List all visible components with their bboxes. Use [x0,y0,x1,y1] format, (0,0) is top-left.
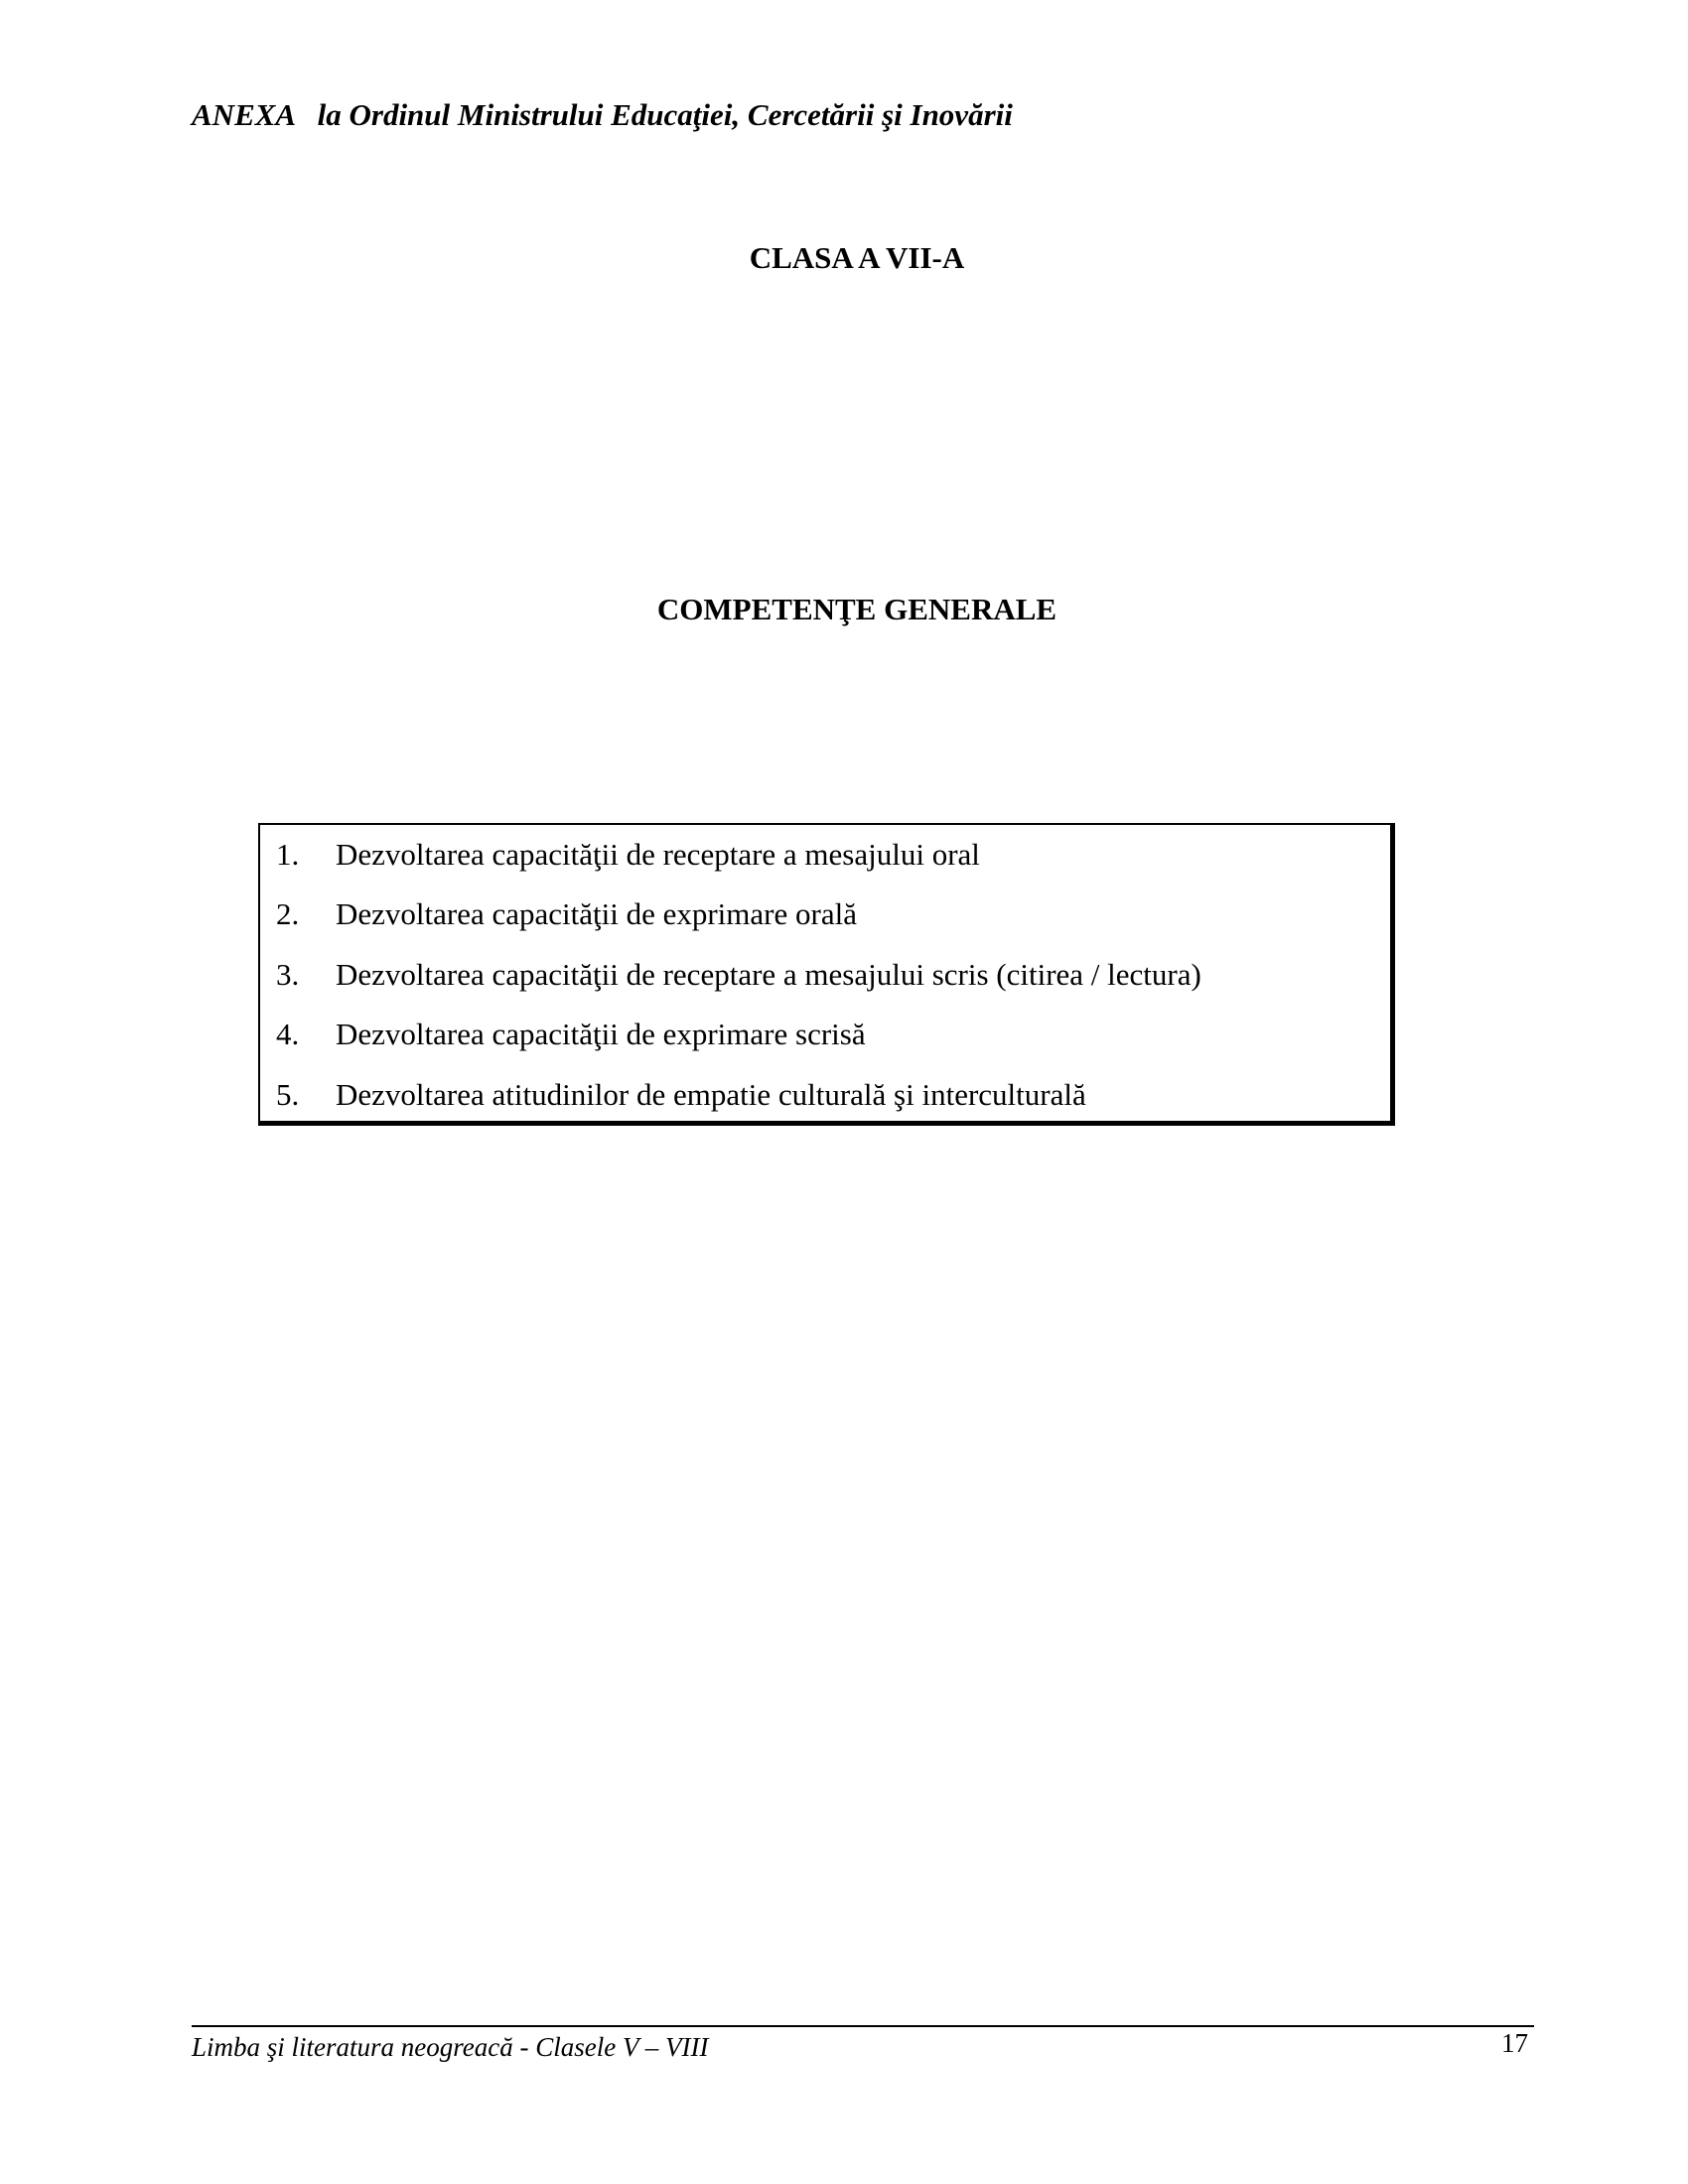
competency-number: 3. [276,957,300,992]
competency-text: Dezvoltarea atitudinilor de empatie culturală şi interculturală [336,1077,1086,1112]
competency-text: Dezvoltarea capacităţii de receptare a mesajului scris (citirea / lectura) [336,957,1201,992]
competency-item [276,898,857,929]
competency-item [276,1019,866,1049]
competency-item [276,1079,1086,1110]
section-title: COMPETENŢE GENERALE [656,592,1057,626]
page-number: 17 [1501,2028,1528,2058]
footer-title: Limba şi literatura neogreacă - Clasele V – VIII [192,2032,709,2062]
class-title: CLASA A VII-A [749,240,965,275]
competency-number: 1. [276,837,300,872]
footer-divider [192,2025,1534,2027]
header-title: ANEXA la Ordinul Ministrului Educaţiei, Cercetării şi Inovării [192,97,1013,132]
competency-item [276,959,1201,990]
competency-text: Dezvoltarea capacităţii de exprimare orală [336,896,857,931]
competency-text: Dezvoltarea capacităţii de receptare a mesajului oral [336,837,980,872]
competency-number: 5. [276,1077,300,1112]
competency-item [276,839,980,870]
competency-number: 2. [276,896,300,931]
competencies-box [258,823,1395,1126]
competency-number: 4. [276,1017,300,1051]
competency-text: Dezvoltarea capacităţii de exprimare scrisă [336,1017,866,1051]
